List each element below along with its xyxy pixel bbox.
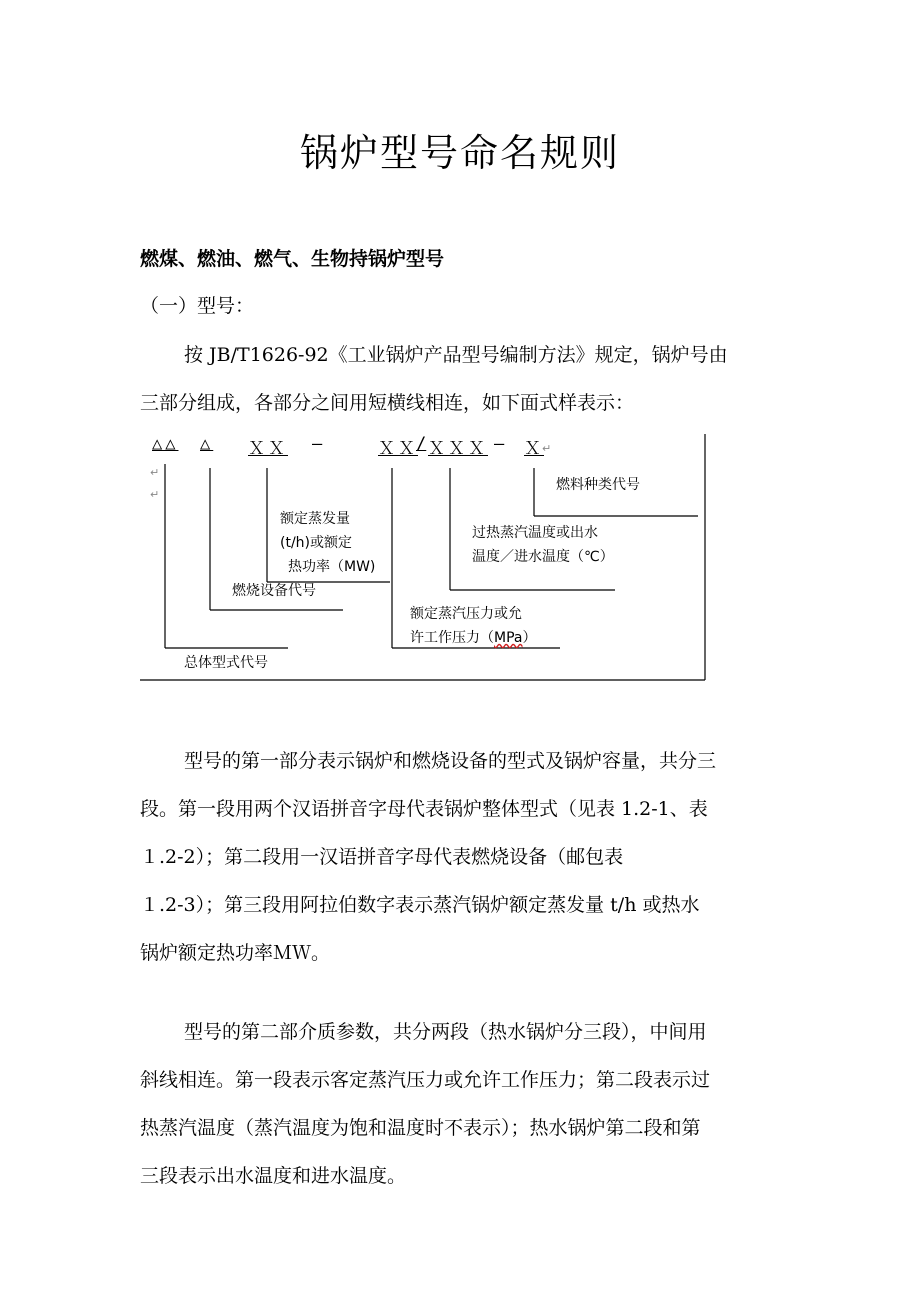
label-capacity: 额定蒸发量 bbox=[280, 511, 350, 527]
code-fuel: Ｘ bbox=[524, 439, 544, 459]
label-pressure: 许工作压力（MPa） bbox=[410, 630, 537, 646]
paragraph-line: 型号的第一部分表示锅炉和燃烧设备的型式及锅炉容量，共分三 bbox=[184, 750, 717, 772]
paragraph-part-two bbox=[140, 1008, 782, 1200]
paragraph-line: １.2-2）；第二段用一汉语拼音字母代表燃烧设备（邮包表 bbox=[140, 846, 624, 868]
paragraph-line: 斜线相连。第一段表示客定蒸汽压力或允许工作压力；第二段表示过 bbox=[140, 1069, 711, 1091]
model-format-diagram bbox=[138, 430, 710, 684]
label-fuel-type: 燃料种类代号 bbox=[556, 477, 640, 493]
label-temperature: 温度／进水温度（℃） bbox=[472, 549, 614, 565]
spellcheck-underline: MPa bbox=[494, 630, 523, 646]
paragraph-part-one bbox=[140, 737, 782, 977]
page-title: 锅炉型号命名规则 bbox=[299, 131, 620, 175]
return-mark: ↵ bbox=[542, 442, 552, 455]
label-overall-type: 总体型式代号 bbox=[184, 655, 268, 671]
label-capacity: 热功率（MW) bbox=[288, 559, 376, 575]
code-overall-type: △△ bbox=[152, 434, 179, 454]
paragraph-line: 锅炉额定热功率ＭＷ。 bbox=[140, 942, 331, 964]
label-capacity: (t/h)或额定 bbox=[280, 535, 353, 551]
code-dash: — bbox=[312, 434, 323, 454]
label-combustion: 燃烧设备代号 bbox=[232, 583, 316, 599]
paragraph-line: １.2-3）；第三段用阿拉伯数字表示蒸汽锅炉额定蒸发量 t/h 或热水 bbox=[140, 894, 700, 916]
paragraph-line: 型号的第二部介质参数，共分两段（热水锅炉分三段），中间用 bbox=[184, 1021, 707, 1043]
return-mark: ↵ bbox=[150, 488, 160, 501]
code-temperature: ＸＸＸ bbox=[428, 439, 488, 459]
paragraph-line: 热蒸汽温度（蒸汽温度为饱和温度时不表示）；热水锅炉第二段和第 bbox=[140, 1117, 701, 1139]
paragraph-line: 按 JB/T1626-92《工业锅炉产品型号编制方法》规定，锅炉号由 bbox=[184, 344, 728, 366]
paragraph-line: 段。第一段用两个汉语拼音字母代表锅炉整体型式（见表 1.2-1、表 bbox=[140, 798, 708, 820]
code-dash: — bbox=[494, 434, 505, 454]
code-capacity: ＸＸ bbox=[248, 439, 288, 459]
paragraph-intro bbox=[140, 331, 782, 427]
label-temperature: 过热蒸汽温度或出水 bbox=[472, 525, 598, 541]
code-pressure: ＸＸ bbox=[378, 439, 418, 459]
code-slash: / bbox=[416, 434, 427, 454]
sub-heading: （一）型号： bbox=[140, 295, 255, 317]
code-combustion: △ bbox=[200, 434, 214, 454]
label-pressure: 额定蒸汽压力或允 bbox=[410, 606, 522, 622]
section-heading: 燃煤、燃油、燃气、生物持锅炉型号 bbox=[140, 248, 445, 270]
paragraph-line: 三段表示出水温度和进水温度。 bbox=[140, 1165, 407, 1187]
return-mark: ↵ bbox=[150, 466, 160, 479]
paragraph-line: 三部分组成，各部分之间用短横线相连，如下面式样表示： bbox=[140, 392, 635, 414]
